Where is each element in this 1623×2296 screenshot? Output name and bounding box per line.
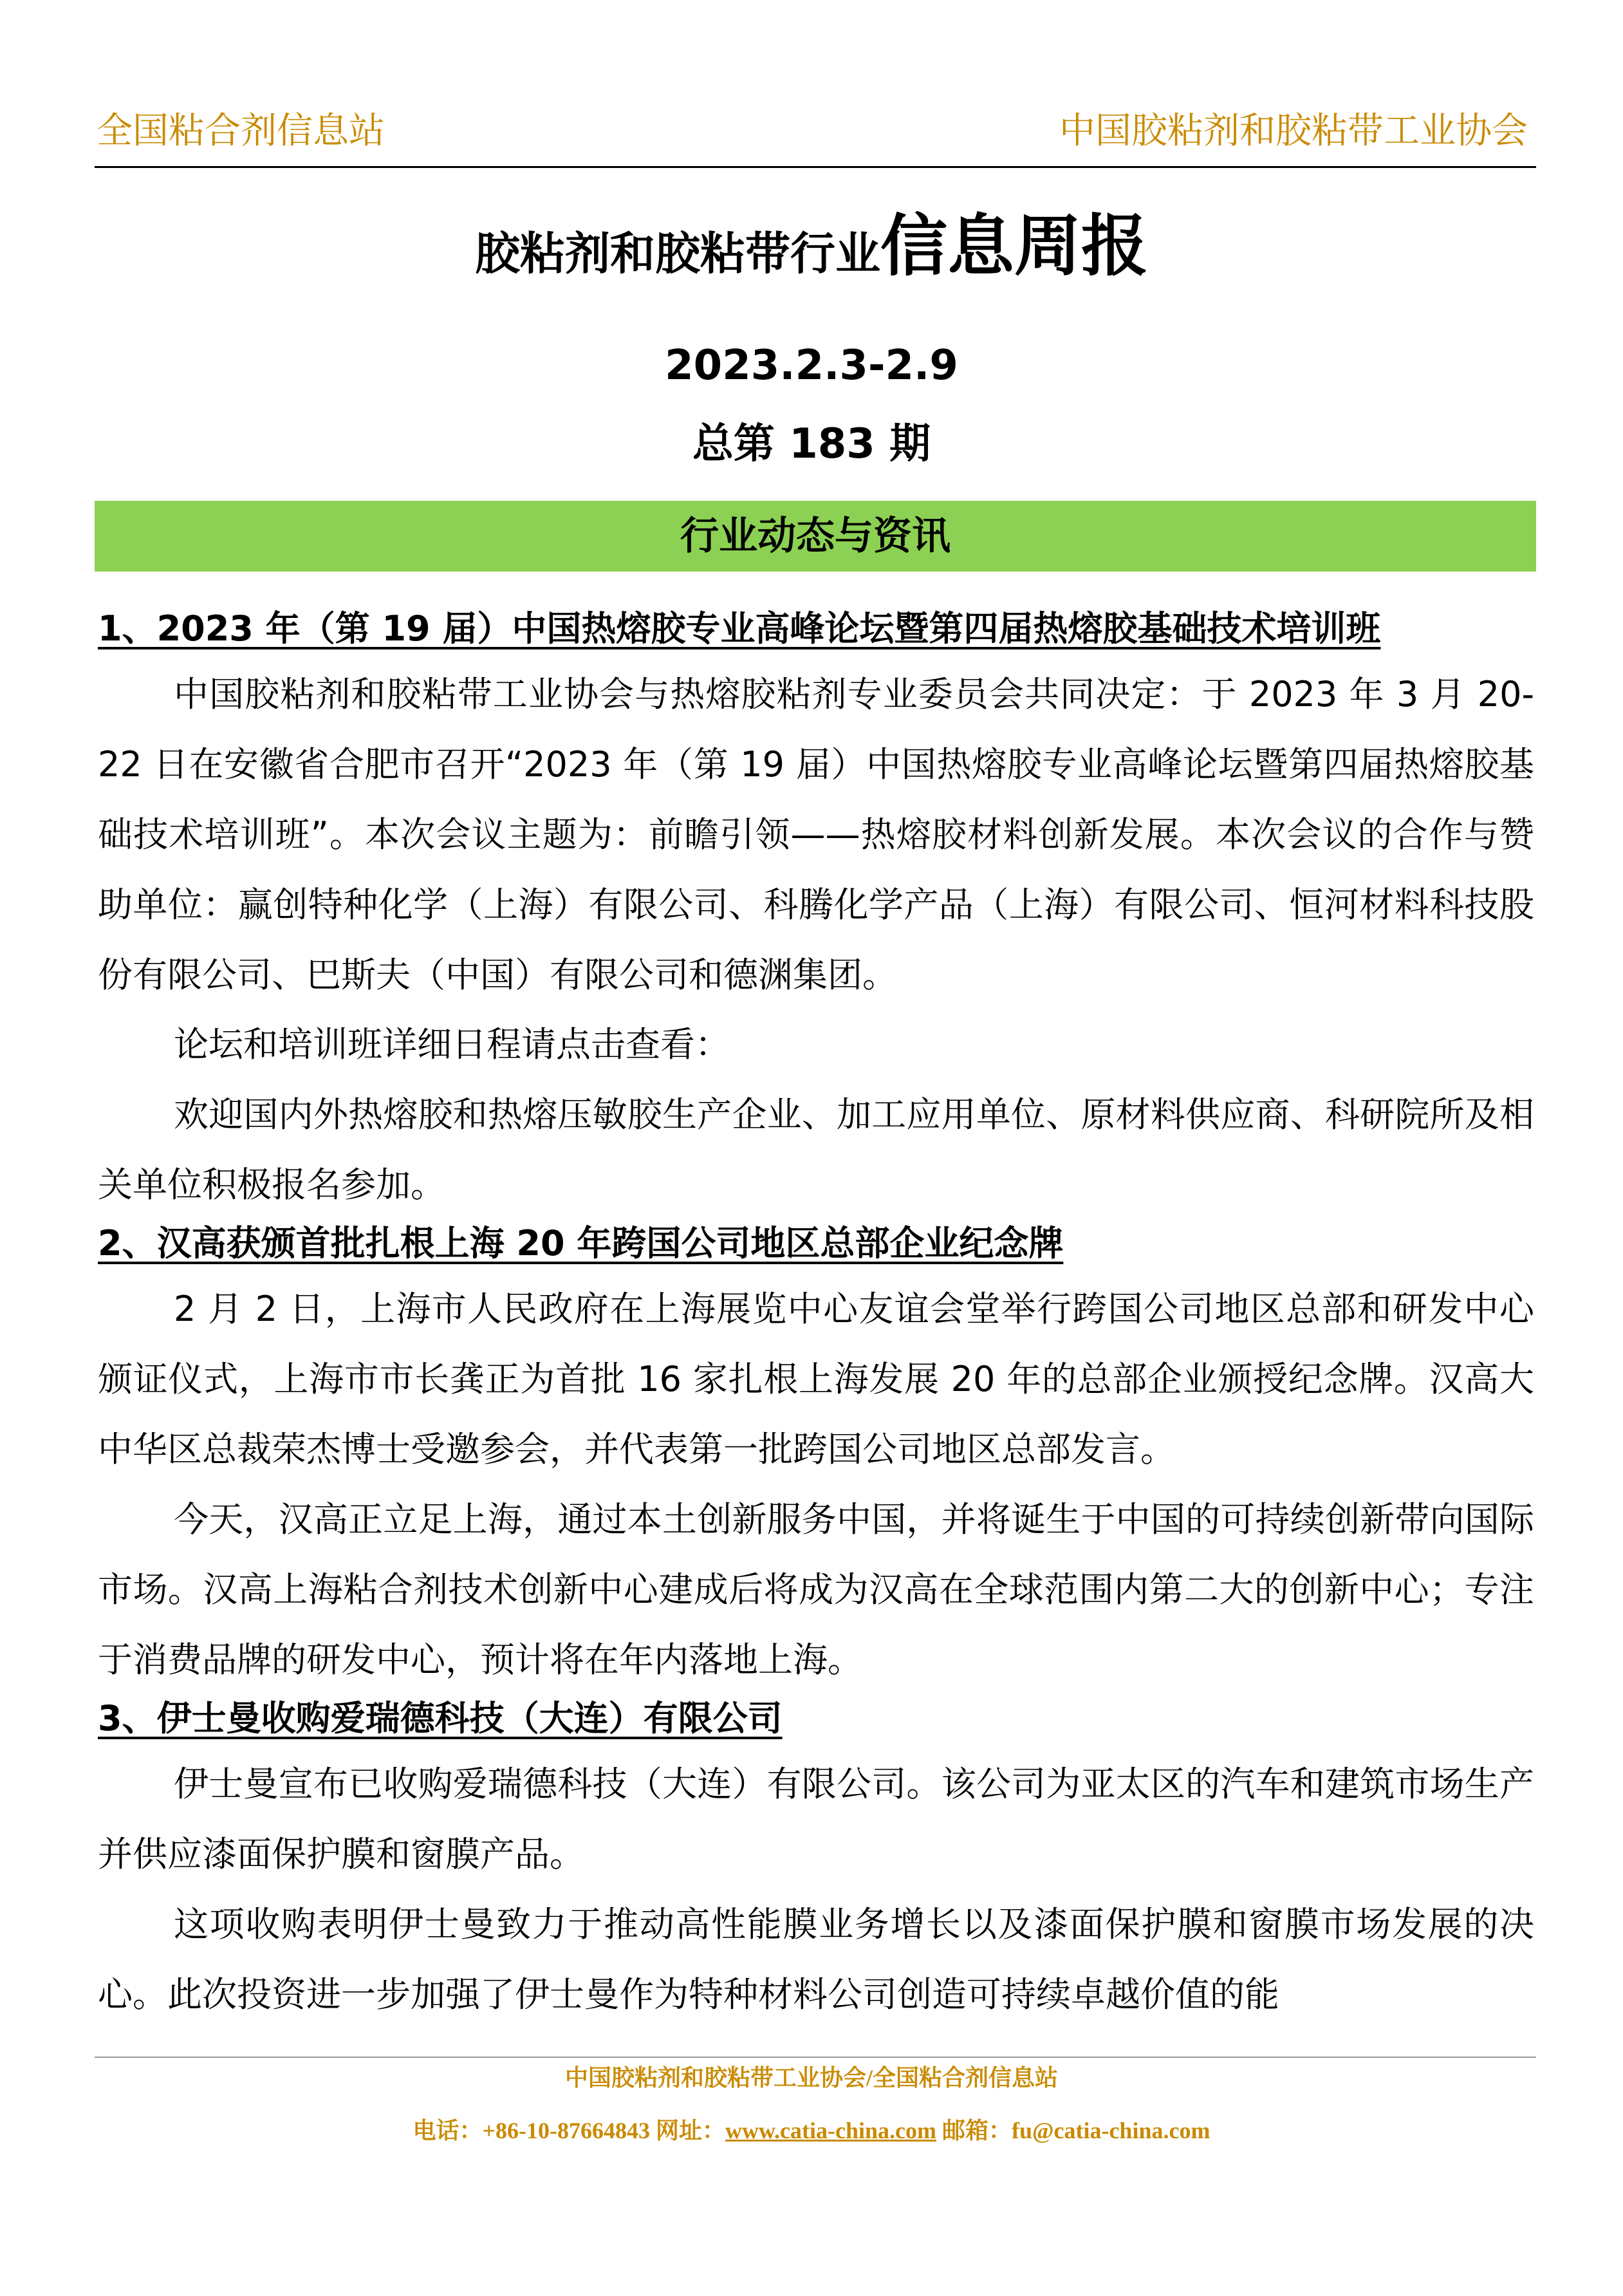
article-title-1[interactable]: 1、2023 年（第 19 届）中国热熔胶专业高峰论坛暨第四届热熔胶基础技术培训班 <box>98 608 1381 649</box>
article-1-paragraph-1: 中国胶粘剂和胶粘带工业协会与热熔胶粘剂专业委员会共同决定：于 2023 年 3 月 20-22 日在安徽省合肥市召开“2023 年（第 19 届）中国热熔胶专业高峰论坛暨第四届热熔胶基础技术培训班”。本次会议主题为：前瞻引领——热熔胶材料创新发展。本次会议的合作与赞助单位：赢创特种化学（上海）有限公司、科腾化学产品（上海）有限公司、恒河材料科技股份有限公司、巴斯夫（中国）有限公司和德渊集团。 <box>98 674 1534 995</box>
footer-website-link[interactable]: www.catia-china.com <box>725 2118 936 2143</box>
issue-number: 总第 183 期 <box>692 420 931 468</box>
footer-organization: 中国胶粘剂和胶粘带工业协会/全国粘合剂信息站 <box>564 2065 1058 2091</box>
section-banner: 行业动态与资讯 <box>95 501 1536 572</box>
article-1-paragraph-3: 欢迎国内外热熔胶和热熔压敏胶生产企业、加工应用单位、原材料供应商、科研院所及相关单位积极报名参加。 <box>98 1094 1534 1205</box>
report-period: 2023.2.3-2.9 <box>665 342 958 389</box>
header-association-name: 中国胶粘剂和胶粘带工业协会 <box>1059 110 1528 152</box>
header-divider <box>95 166 1536 168</box>
article-2-paragraph-2: 今天，汉高正立足上海，通过本土创新服务中国，并将诞生于中国的可持续创新带向国际市场。汉高上海粘合剂技术创新中心建成后将成为汉高在全球范围内第二大的创新中心；专注于消费品牌的研发中心，预计将在年内落地上海。 <box>98 1499 1534 1680</box>
header-site-name: 全国粘合剂信息站 <box>97 110 385 152</box>
article-2-paragraph-1: 2 月 2 日，上海市人民政府在上海展览中心友谊会堂举行跨国公司地区总部和研发中心颁证仪式，上海市市长龚正为首批 16 家扎根上海发展 20 年的总部企业颁授纪念牌。汉高大中华区总裁荣杰博士受邀参会，并代表第一批跨国公司地区总部发言。 <box>98 1289 1534 1470</box>
document-title <box>0 207 1623 285</box>
article-title-2[interactable]: 2、汉高获颁首批扎根上海 20 年跨国公司地区总部企业纪念牌 <box>98 1223 1064 1264</box>
footer-divider <box>95 2057 1536 2058</box>
title-main: 信息周报 <box>880 207 1148 285</box>
footer-contact <box>0 2119 1623 2142</box>
title-prefix: 胶粘剂和胶粘带行业 <box>474 227 880 280</box>
article-1-paragraph-2: 论坛和培训班详细日程请点击查看： <box>174 1024 730 1065</box>
article-3-paragraph-2: 这项收购表明伊士曼致力于推动高性能膜业务增长以及漆面保护膜和窗膜市场发展的决心。此次投资进一步加强了伊士曼作为特种材料公司创造可持续卓越价值的能 <box>98 1904 1534 2015</box>
footer-phone: 电话：+86-10-87664843 网址： <box>413 2118 726 2143</box>
article-title-3[interactable]: 3、伊士曼收购爱瑞德科技（大连）有限公司 <box>98 1698 783 1739</box>
footer-email: 邮箱：fu@catia-china.com <box>936 2118 1210 2143</box>
article-3-paragraph-1: 伊士曼宣布已收购爱瑞德科技（大连）有限公司。该公司为亚太区的汽车和建筑市场生产并供应漆面保护膜和窗膜产品。 <box>98 1764 1534 1874</box>
